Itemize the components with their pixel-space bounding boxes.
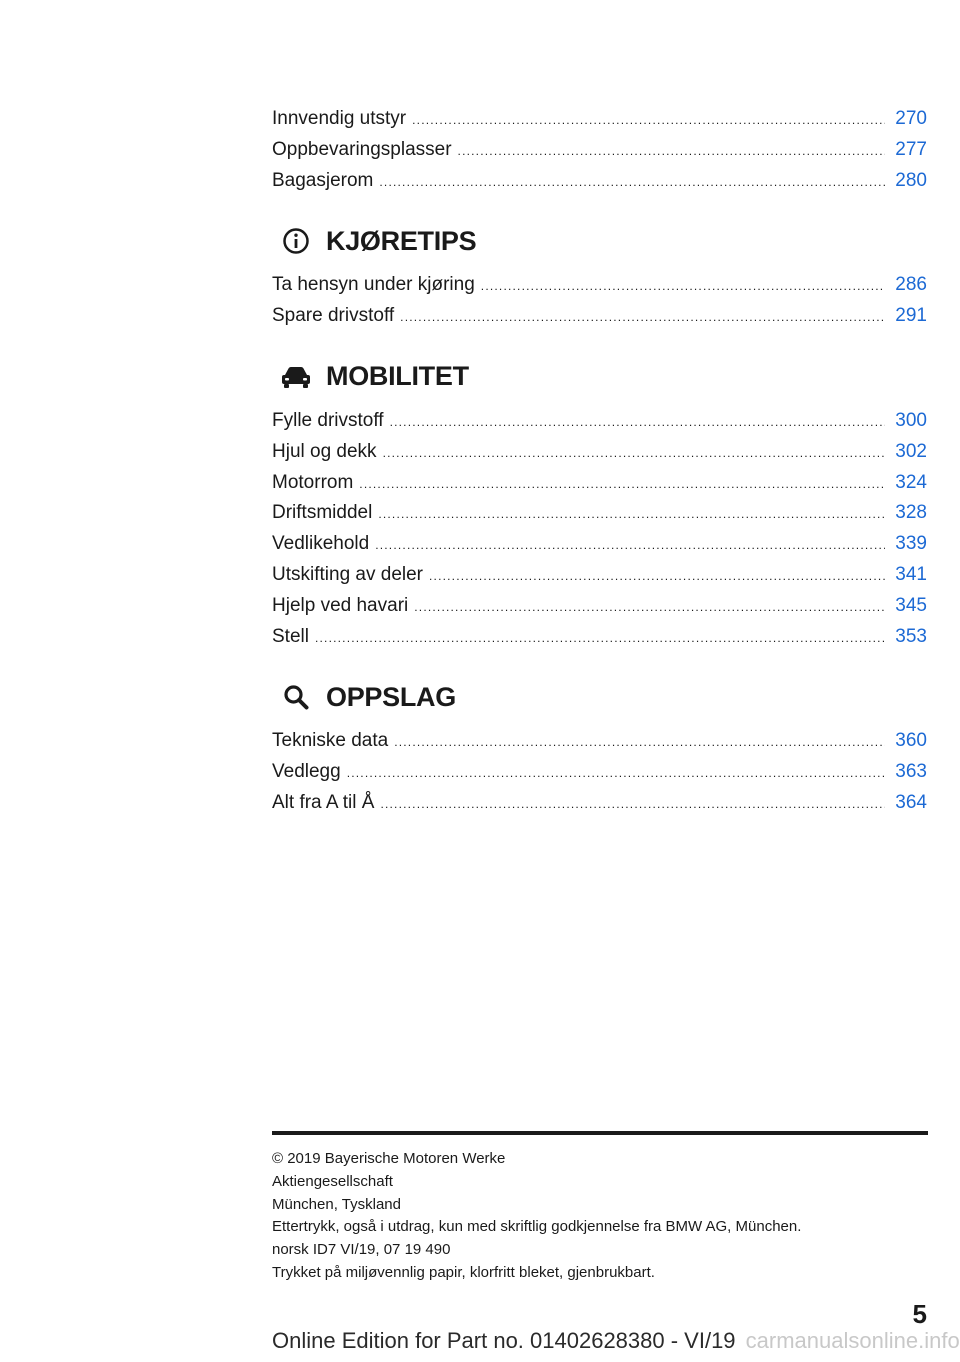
toc-label: Oppbevaringsplasser	[272, 138, 452, 160]
toc-label: Vedlegg	[272, 761, 341, 783]
toc-item[interactable]	[272, 622, 927, 653]
toc-item[interactable]	[272, 498, 927, 529]
section-title: OPPSLAG	[326, 681, 456, 712]
toc-page-link[interactable]: 300	[895, 409, 927, 431]
dot-leader	[414, 592, 885, 623]
dot-leader	[378, 499, 885, 530]
toc-label: Bagasjerom	[272, 169, 374, 191]
toc-label: Stell	[272, 625, 309, 647]
toc-page-link[interactable]: 341	[895, 563, 927, 585]
toc-label: Innvendig utstyr	[272, 108, 407, 129]
imprint-line: Trykket på miljøvennlig papir, klorfritt bleket, gjenbrukbart.	[272, 1263, 655, 1281]
page-number: 5	[912, 1299, 927, 1329]
toc-label: Vedlikehold	[272, 533, 370, 555]
toc-item[interactable]	[272, 301, 927, 332]
imprint-block	[272, 1148, 928, 1285]
toc-page-link[interactable]: 270	[895, 108, 927, 129]
toc-label: Utskifting av deler	[272, 563, 424, 585]
toc-item[interactable]	[272, 726, 927, 757]
toc-page-link[interactable]: 339	[895, 533, 927, 555]
imprint-line: Aktiengesellschaft	[272, 1172, 393, 1190]
toc-item[interactable]	[272, 468, 927, 499]
toc-label: Hjul og dekk	[272, 440, 377, 462]
toc-page-link[interactable]: 280	[895, 169, 927, 191]
toc-list-oppslag	[272, 726, 927, 818]
section-header-mobilitet	[272, 356, 927, 398]
toc-label: Ta hensyn under kjøring	[272, 274, 475, 296]
car-icon	[276, 362, 316, 392]
toc-list-mobilitet	[272, 406, 927, 652]
section-header-oppslag	[272, 676, 927, 718]
toc-page-link[interactable]: 291	[895, 305, 927, 327]
info-icon	[276, 226, 316, 256]
toc-page-link[interactable]: 302	[895, 440, 927, 462]
dot-leader	[394, 727, 885, 758]
imprint-line: Ettertrykk, også i utdrag, kun med skriftlig godkjennelse fra BMW AG, München.	[272, 1218, 802, 1236]
toc-label: Fylle drivstoff	[272, 409, 384, 431]
toc-page-link[interactable]: 324	[895, 471, 927, 493]
toc-page-link[interactable]: 345	[895, 594, 927, 616]
dot-leader	[347, 758, 885, 789]
toc-page-link[interactable]: 286	[895, 274, 927, 296]
toc-content	[272, 104, 927, 819]
toc-page-link[interactable]: 364	[895, 791, 927, 813]
dot-leader	[315, 623, 885, 654]
section-title: MOBILITET	[326, 361, 469, 392]
toc-item[interactable]	[272, 591, 927, 622]
toc-item[interactable]	[272, 788, 927, 819]
toc-item[interactable]	[272, 166, 927, 197]
toc-item[interactable]	[272, 270, 927, 301]
toc-page-link[interactable]: 277	[895, 138, 927, 160]
dot-leader	[400, 302, 885, 333]
dot-leader	[383, 438, 885, 469]
imprint-line: norsk ID7 VI/19, 07 19 490	[272, 1241, 451, 1259]
toc-list-kjoretips	[272, 270, 927, 332]
toc-item[interactable]	[272, 135, 927, 166]
dot-leader	[458, 136, 885, 167]
dot-leader	[429, 561, 885, 592]
dot-leader	[375, 530, 885, 561]
watermark-text: Online Edition for Part no. 01402628380 - VI/19	[272, 1328, 736, 1353]
toc-item[interactable]	[272, 406, 927, 437]
section-header-kjoretips	[272, 220, 927, 262]
dot-leader	[412, 105, 885, 136]
toc-page-link[interactable]: 360	[895, 730, 927, 752]
toc-item[interactable]	[272, 560, 927, 591]
search-icon	[276, 682, 316, 712]
dot-leader	[359, 469, 885, 500]
section-title: KJØRETIPS	[326, 225, 477, 256]
toc-label: Alt fra A til Å	[272, 791, 375, 813]
toc-page-link[interactable]: 353	[895, 625, 927, 647]
dot-leader	[380, 789, 885, 820]
toc-page-link[interactable]: 363	[895, 761, 927, 783]
online-edition-watermark	[272, 1328, 960, 1354]
toc-label: Hjelp ved havari	[272, 594, 409, 616]
toc-item[interactable]	[272, 104, 927, 135]
toc-page-link[interactable]: 328	[895, 502, 927, 524]
toc-item[interactable]	[272, 437, 927, 468]
toc-item[interactable]	[272, 529, 927, 560]
imprint-line: © 2019 Bayerische Motoren Werke	[272, 1150, 506, 1167]
dot-leader	[379, 167, 885, 198]
toc-item[interactable]	[272, 757, 927, 788]
imprint-line: München, Tyskland	[272, 1195, 401, 1213]
watermark-site: carmanualsonline.info	[745, 1328, 960, 1353]
toc-label: Driftsmiddel	[272, 502, 373, 524]
dot-leader	[390, 407, 885, 438]
toc-label: Spare drivstoff	[272, 305, 395, 327]
footer-divider	[272, 1131, 928, 1135]
toc-list-top	[272, 104, 927, 196]
dot-leader	[481, 271, 885, 302]
toc-label: Tekniske data	[272, 730, 389, 752]
toc-label: Motorrom	[272, 471, 354, 493]
